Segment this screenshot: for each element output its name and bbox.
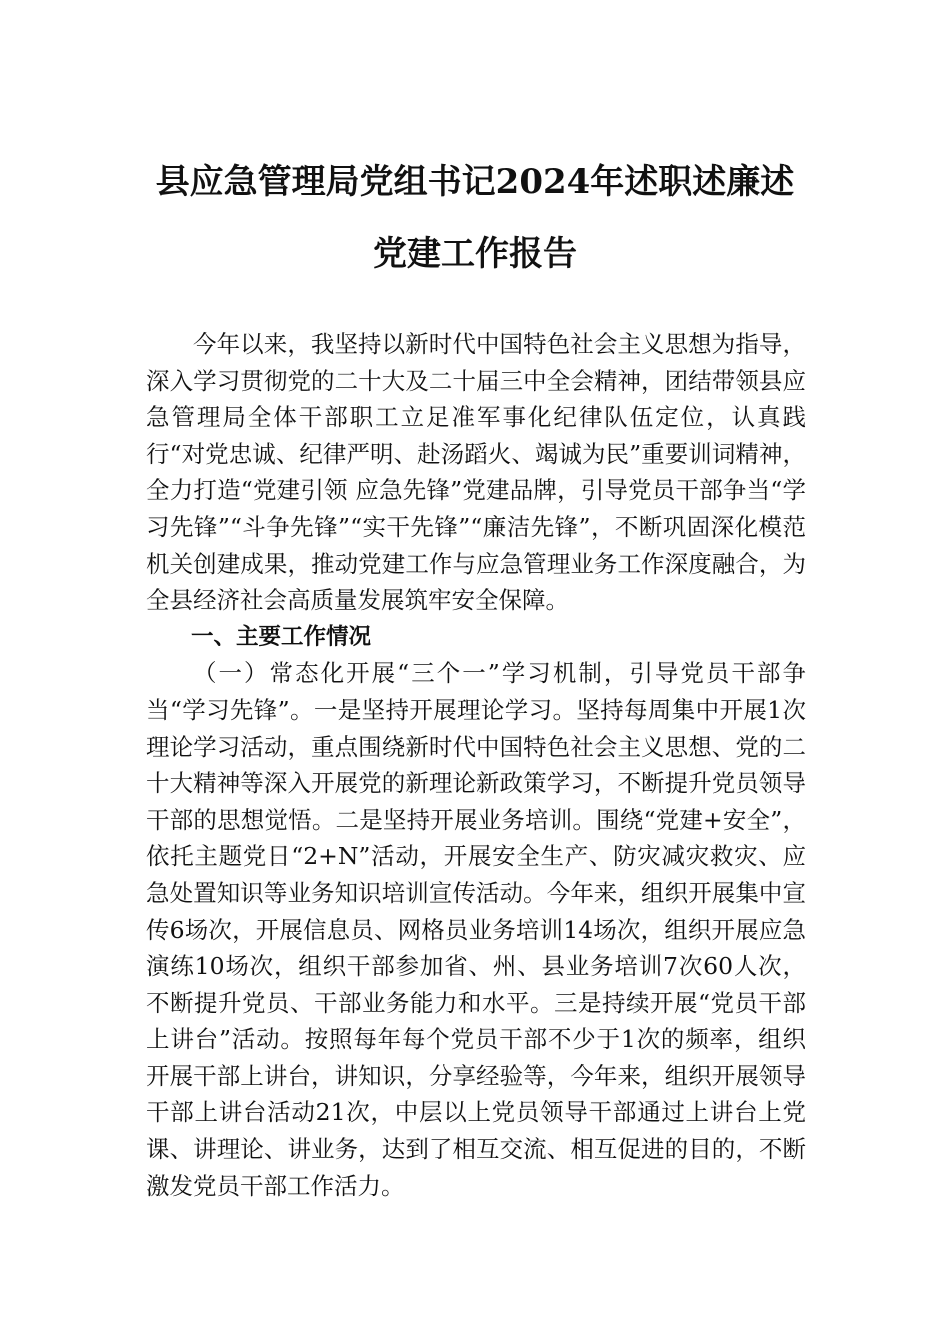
document-body bbox=[146, 326, 806, 1204]
section-heading: 一、主要工作情况 bbox=[191, 623, 372, 650]
section-paragraph: （一）常态化开展“三个一”学习机制，引导党员干部争当“学习先锋”。一是坚持开展理论学习。坚持每周集中开展1次理论学习活动，重点围绕新时代中国特色社会主义思想、党的二十大精神等深入开展党的新理论新政策学习，不断提升党员领导干部的思想觉悟。二是坚持开展业务培训。围绕“党建+安全”，依托主题党日“2+N”活动，开展安全生产、防灾减灾救灾、应急处置知识等业务知识培训宣传活动。今年来，组织开展集中宣传6场次，开展信息员、网格员业务培训14场次，组织开展应急演练10场次，组织干部参加省、州、县业务培训7次60人次，不断提升党员、干部业务能力和水平。三是持续开展“党员干部上讲台”活动。按照每年每个党员干部不少于1次的频率，组织开展干部上讲台，讲知识，分享经验等，今年来，组织开展领导干部上讲台活动21次，中层以上党员领导干部通过上讲台上党课、讲理论、讲业务，达到了相互交流、相互促进的目的，不断激发党员干部工作活力。 bbox=[146, 659, 806, 1200]
document-title-line-1: 县应急管理局党组书记2024年述职述廉述 bbox=[155, 162, 795, 202]
intro-paragraph: 今年以来，我坚持以新时代中国特色社会主义思想为指导，深入学习贯彻党的二十大及二十届三中全会精神，团结带领县应急管理局全体干部职工立足准军事化纪律队伍定位，认真践行“对党忠诚、纪律严明、赴汤蹈火、竭诚为民”重要训词精神，全力打造“党建引领 应急先锋”党建品牌，引导党员干部争当“学习先锋”“斗争先锋”“实干先锋”“廉洁先锋”，不断巩固深化模范机关创建成果，推动党建工作与应急管理业务工作深度融合，为全县经济社会高质量发展筑牢安全保障。 bbox=[146, 330, 806, 615]
document-title-line-2: 党建工作报告 bbox=[373, 234, 577, 274]
